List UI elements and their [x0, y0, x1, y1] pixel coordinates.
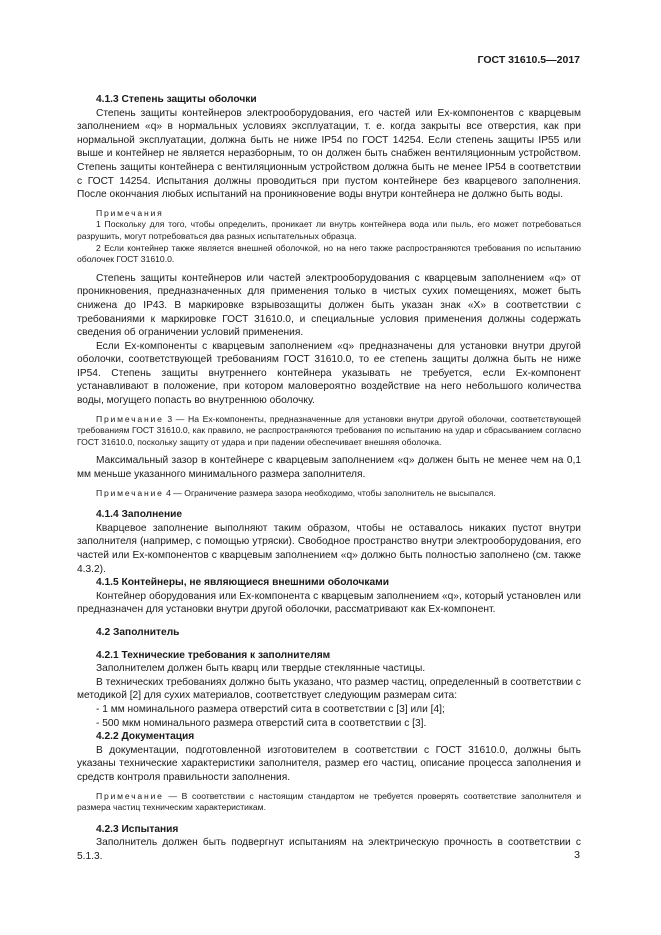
section-heading-4-2-2: 4.2.2 Документация [96, 731, 195, 743]
section-heading-4-1-4: 4.1.4 Заполнение [96, 509, 183, 521]
section-heading-4-2: 4.2 Заполнитель [96, 626, 180, 638]
list-item: - 500 мкм номинального размера отверстий сита в соответствии с [3]. [96, 717, 427, 729]
note-1: 1 Поскольку для того, чтобы определить, проникает ли внутрь контейнера вода или пыль, его может потребоваться разрушить, могут потребоваться два разных испытательных образца. [77, 219, 581, 241]
paragraph: Степень защиты контейнеров или частей электрооборудования с кварцевым заполнением «q» от проникновения, предназначенных для применения только в чистых сухих помещениях, может быть снижена до IP43. В маркировке взрывозащиты должен быть указан знак «X» в соответствии с требованиями к маркировке ГОСТ 31610.0, и специальные условия применения должны содержать сведения об ограничении условий применения. [77, 272, 581, 339]
document-body [77, 93, 581, 863]
page-number: 3 [574, 849, 580, 861]
paragraph: Если Ex-компоненты с кварцевым заполнением «q» предназначены для установки внутри другой оболочки, соответствующей требованиям ГОСТ 31610.0, то ее степень защиты должна быть не ниже IP54. Степень защиты внутреннего контейнера указывать не требуется, если Ex-компонент устанавливают в положение, при котором маловероятно воздействие на него небольшого количества воды, могущего попасть во внутреннюю оболочку. [77, 340, 581, 407]
section-heading-4-1-5: 4.1.5 Контейнеры, не являющиеся внешними оболочками [96, 577, 389, 589]
note-unnumbered: Примечание — В соответствии с настоящим стандартом не требуется проверять соответствие заполнителя и размера частиц техническим характеристикам. [77, 790, 582, 813]
paragraph: Степень защиты контейнеров электрооборудования, его частей или Ex-компонентов с кварцевым заполнением «q» в нормальных условиях эксплуатации, т. е. когда закрыты все отверстия, как при нормальной эксплуатации, должна быть не ниже IP54 по ГОСТ 14254. Если степень защиты IP55 или выше и контейнер не является неразборным, то он должен быть снабжен вентиляционным устройством. Степень защиты контейнера с вентиляционным устройством должна быть не менее IP54 в соответствии с ГОСТ 14254. Испытания должны проводиться при пустом контейнере без кварцевого заполнения. После окончания любых испытаний на проникновение воды внутри контейнера не должно быть воды. [77, 107, 581, 201]
paragraph: Кварцевое заполнение выполняют таким образом, чтобы не оставалось никаких пустот внутри заполнителя (например, с помощью утряски). Свободное пространство внутри электрооборудования, его частей или Ex-компонентов с кварцевым заполнением «q» должно быть полностью заполнено (см. также 4.3.2). [77, 522, 581, 575]
paragraph: Максимальный зазор в контейнере с кварцевым заполнением «q» должен быть не менее чем на 0,1 мм меньше указанного минимального размера заполнителя. [77, 455, 581, 481]
paragraph: Заполнитель должен быть подвергнут испытаниям на электрическую прочность в соответствии с 5.1.3. [77, 837, 581, 862]
section-heading-4-2-3: 4.2.3 Испытания [96, 823, 179, 835]
document-header: ГОСТ 31610.5—2017 [477, 54, 580, 66]
note-label: Примечание [96, 487, 164, 498]
list-item: - 1 мм номинального размера отверстий сита в соответствии с [3] или [4]; [96, 703, 445, 715]
section-heading-4-2-1: 4.2.1 Технические требования к заполнителям [96, 649, 331, 661]
paragraph: Заполнителем должен быть кварц или твердые стеклянные частицы. [96, 663, 426, 675]
notes-title: Примечания [96, 207, 164, 218]
note-label: Примечание [96, 790, 164, 801]
note-4: Примечание 4 — Ограничение размера зазора необходимо, чтобы заполнитель не высыпался. [96, 487, 496, 498]
section-heading-4-1-3: 4.1.3 Степень защиты оболочки [96, 94, 257, 105]
paragraph: В документации, подготовленной изготовителем в соответствии с ГОСТ 31610.0, должны быть указаны технические характеристики заполнителя, размер его частиц, описание процесса заполнения и средств контроля правильности заполнения. [77, 744, 581, 783]
note-3: Примечание 3 — На Ex-компоненты, предназначенные для установки внутри другой оболочки, соответствующей требованиям ГОСТ 31610.0, как правило, не распространяются требования по испытанию на удар и сбрасыванием согласно ГОСТ 31610.0, поскольку защиту от удара и при падении обеспечивает внешняя оболочка. [77, 413, 581, 447]
note-label: Примечание [96, 413, 164, 424]
paragraph: Контейнер оборудования или Ex-компонента с кварцевым заполнением «q», который установлен или предназначен для установки внутри другой оболочки, рассматривают как Ex-компонент. [77, 590, 581, 616]
note-2: 2 Если контейнер также является внешней оболочкой, но на него также распространяются требования по испытанию оболочек ГОСТ 31610.0. [77, 242, 581, 265]
paragraph: В технических требованиях должно быть указано, что размер частиц, определенный в соответствии с методикой [2] для сухих материалов, соответствует следующим размерам сита: [77, 676, 581, 702]
